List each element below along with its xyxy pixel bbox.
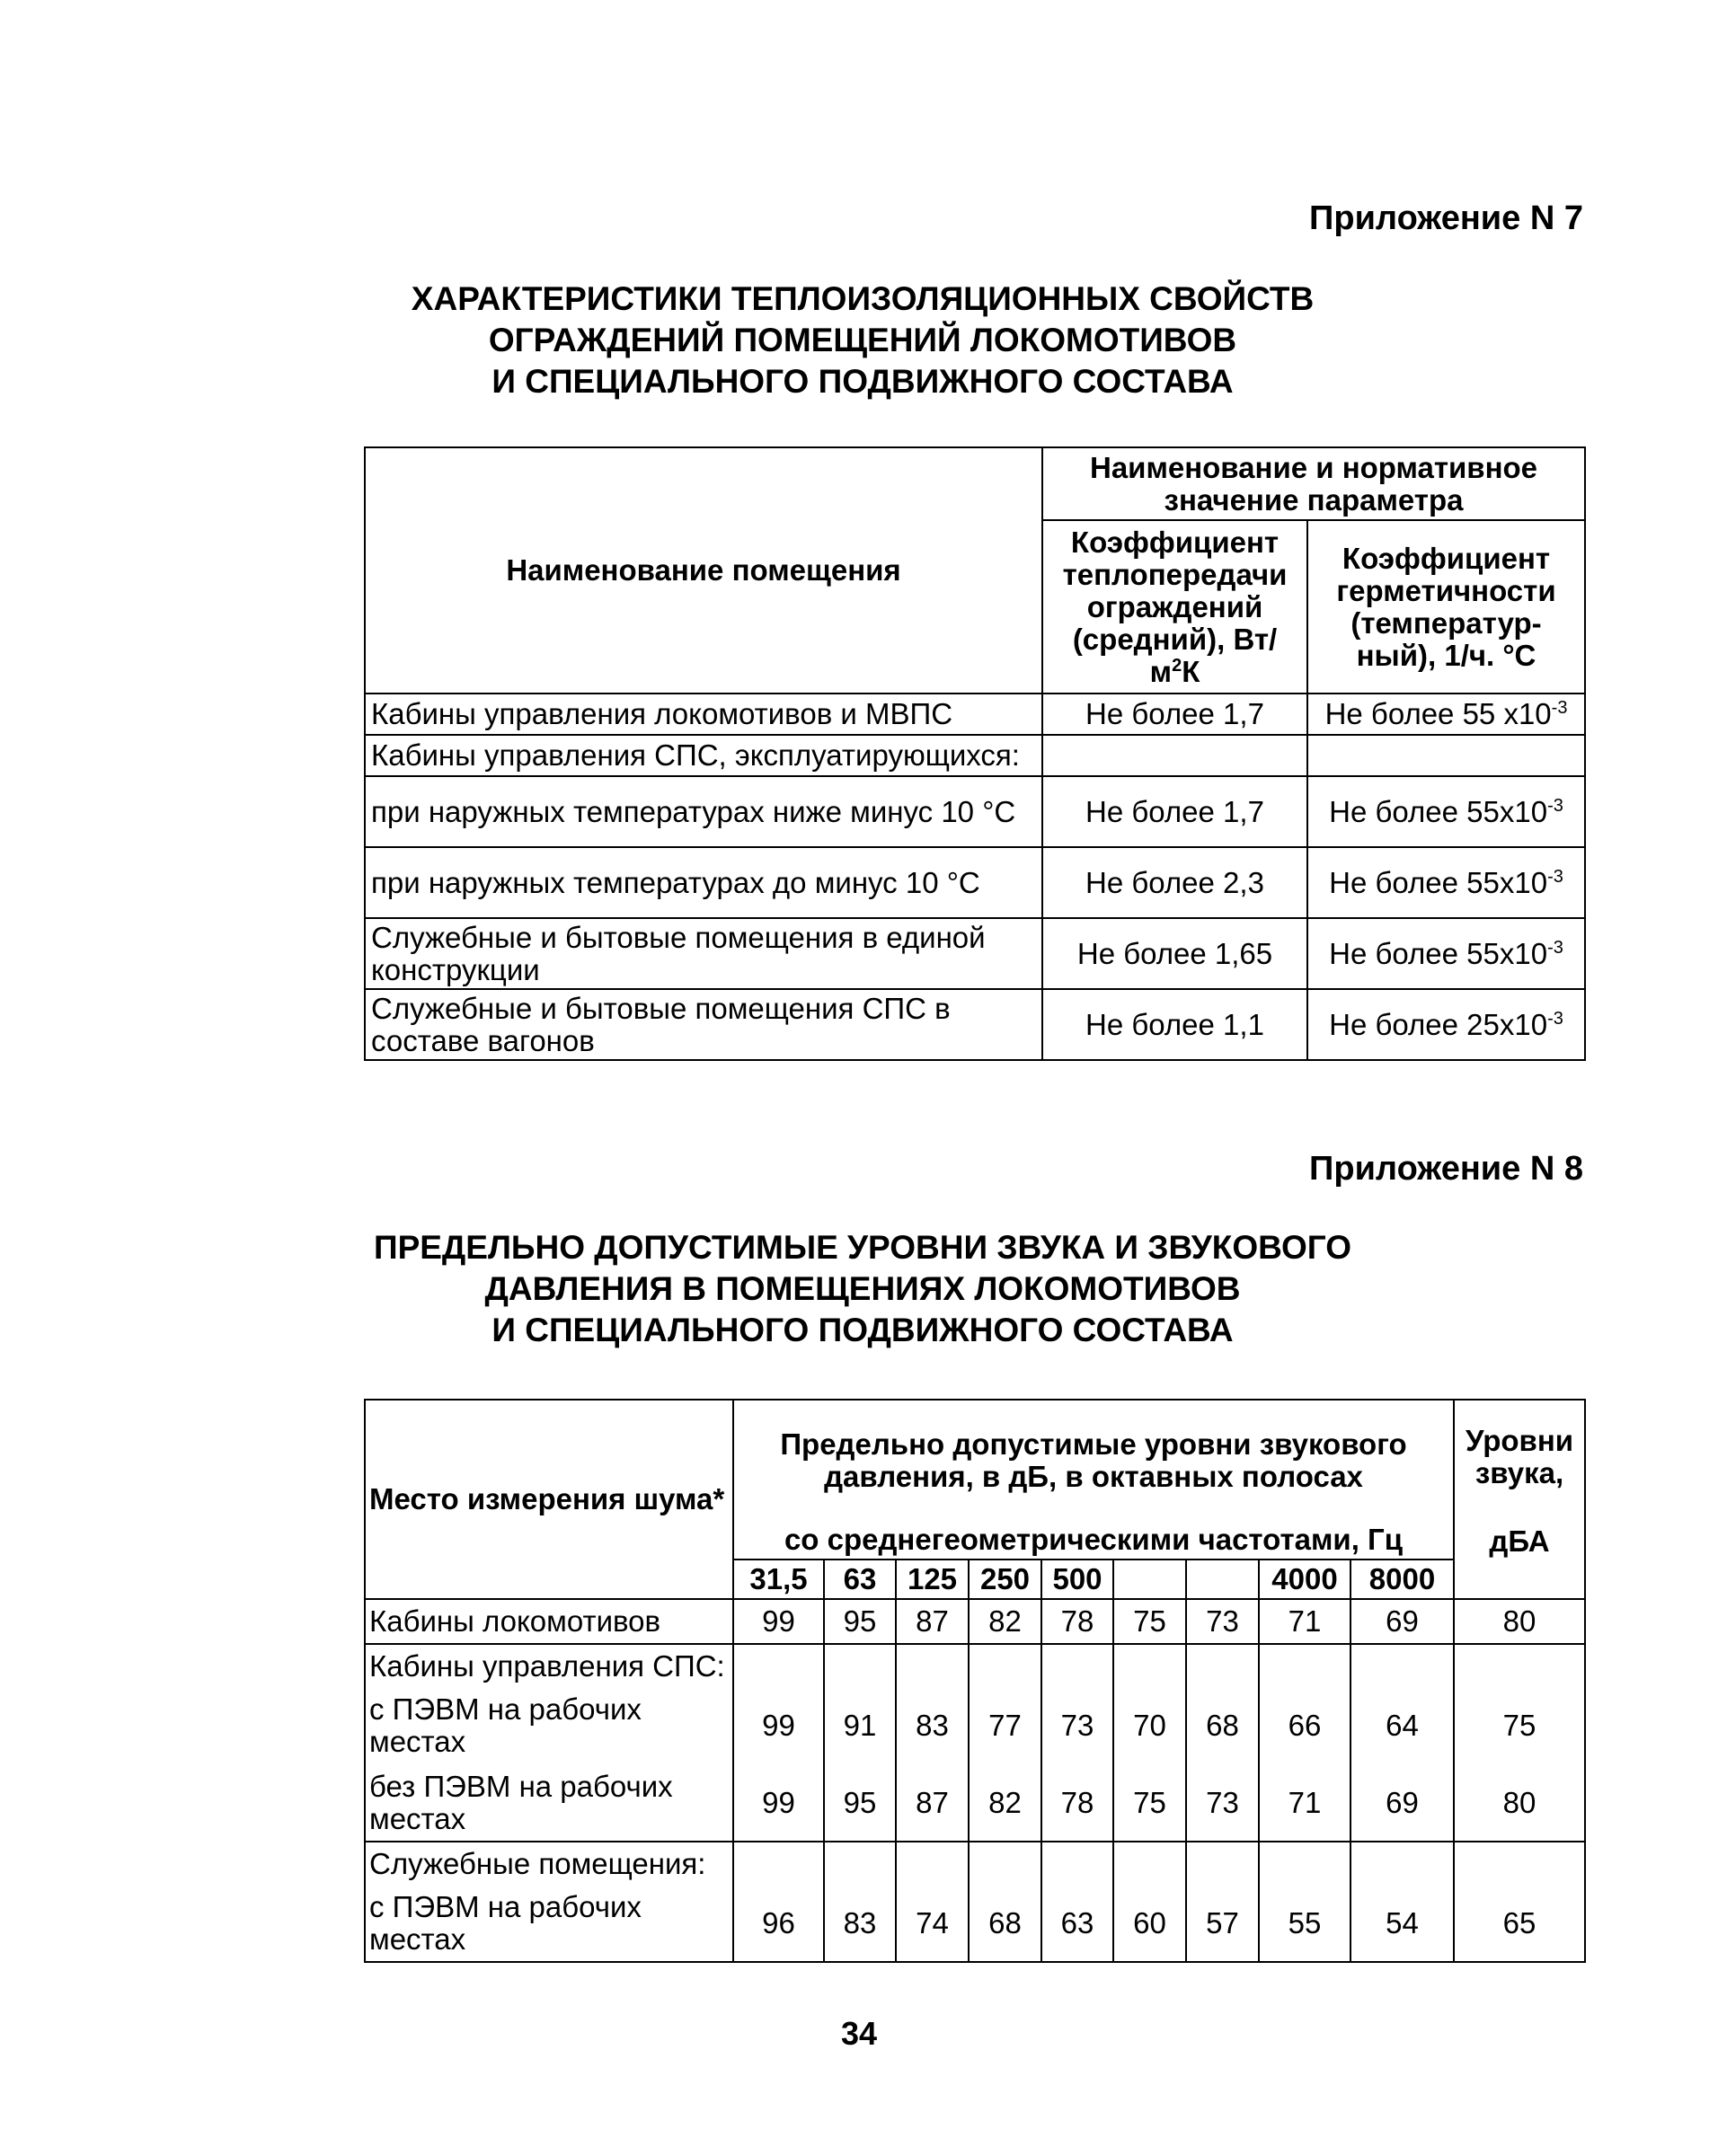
tightness-text: Не более 55 х10: [1324, 697, 1552, 730]
room-name: Служебные и бытовые помещения в единой конструкции: [365, 918, 1042, 989]
dba-value: 80: [1454, 1764, 1585, 1842]
table-row: [365, 1885, 1585, 1962]
empty-cell: [1454, 1842, 1585, 1885]
heat-transfer-label: Коэффициент теплопередачи ограждений (средний), Вт/: [1062, 525, 1288, 656]
table-row: [365, 776, 1585, 847]
empty-cell: [1113, 1644, 1186, 1687]
level-value: 66: [1259, 1687, 1350, 1764]
empty-cell: [896, 1842, 969, 1885]
tightness-exponent: -3: [1547, 1008, 1563, 1029]
level-value: 87: [896, 1599, 969, 1644]
level-value: 99: [733, 1764, 824, 1842]
empty-cell: [1186, 1644, 1259, 1687]
empty-cell: [1186, 1842, 1259, 1885]
appendix-8-label: Приложение N 8: [1309, 1150, 1583, 1188]
column-header-dba: дБА: [1454, 1520, 1585, 1599]
level-value: 74: [896, 1885, 969, 1962]
column-header-heat-transfer: [1042, 520, 1307, 694]
level-value: 64: [1350, 1687, 1454, 1764]
tightness-value: [1307, 989, 1585, 1060]
heat-transfer-value: Не более 1,7: [1042, 694, 1307, 735]
level-value: 95: [824, 1764, 896, 1842]
level-value: 77: [969, 1687, 1041, 1764]
level-value: 75: [1113, 1764, 1186, 1842]
title-line: ДАВЛЕНИЯ В ПОМЕЩЕНИЯХ ЛОКОМОТИВОВ: [484, 1270, 1241, 1307]
title-line: И СПЕЦИАЛЬНОГО ПОДВИЖНОГО СОСТАВА: [491, 363, 1234, 400]
empty-cell: [824, 1842, 896, 1885]
place-name: без ПЭВМ на рабочих местах: [365, 1764, 733, 1842]
column-header-room: Наименование помещения: [365, 447, 1042, 694]
tightness-text: Не более 55х10: [1329, 794, 1548, 828]
title-line: ПРЕДЕЛЬНО ДОПУСТИМЫЕ УРОВНИ ЗВУКА И ЗВУКОВОГО: [373, 1229, 1352, 1266]
table-row: [365, 1644, 1585, 1687]
empty-cell: [733, 1644, 824, 1687]
tightness-value: [1307, 735, 1585, 776]
empty-cell: [733, 1842, 824, 1885]
heat-transfer-value: [1042, 735, 1307, 776]
room-name: Служебные и бытовые помещения СПС в составе вагонов: [365, 989, 1042, 1060]
heat-transfer-unit-exponent: 2: [1172, 655, 1182, 676]
heat-transfer-unit: м: [1149, 654, 1173, 688]
level-value: 73: [1186, 1599, 1259, 1644]
table-row: [365, 918, 1585, 989]
title-line: ХАРАКТЕРИСТИКИ ТЕПЛОИЗОЛЯЦИОННЫХ СВОЙСТВ: [411, 280, 1315, 317]
level-value: 57: [1186, 1885, 1259, 1962]
level-value: 63: [1041, 1885, 1113, 1962]
level-value: 99: [733, 1599, 824, 1644]
room-name: Кабины управления локомотивов и МВПС: [365, 694, 1042, 735]
thermal-insulation-table: [364, 446, 1586, 1061]
group-subheader-frequencies: со среднегеометрическими частотами, Гц: [733, 1520, 1454, 1560]
page-number: 34: [840, 2015, 878, 2052]
empty-cell: [1350, 1644, 1454, 1687]
column-header-tightness: Коэффициент герметичности (температур-ный), 1/ч. °С: [1307, 520, 1585, 694]
tightness-exponent: -3: [1551, 698, 1568, 718]
tightness-text: Не более 55х10: [1329, 936, 1548, 970]
level-value: 78: [1041, 1599, 1113, 1644]
column-header-place: Место измерения шума*: [365, 1400, 733, 1599]
empty-cell: [1454, 1644, 1585, 1687]
tightness-value: [1307, 694, 1585, 735]
appendix-8-title: [297, 1227, 1429, 1351]
column-header-sound-level: Уровни звука,: [1454, 1400, 1585, 1520]
level-value: 82: [969, 1764, 1041, 1842]
frequency-header: 31,5: [733, 1560, 824, 1599]
room-name: Кабины управления СПС, эксплуатирующихся:: [365, 735, 1042, 776]
level-value: 99: [733, 1687, 824, 1764]
level-value: 73: [1041, 1687, 1113, 1764]
table-row: [365, 1764, 1585, 1842]
frequency-header: [1186, 1560, 1259, 1599]
table-row: [365, 989, 1585, 1060]
level-value: 60: [1113, 1885, 1186, 1962]
empty-cell: [1259, 1842, 1350, 1885]
group-header-parameter: Наименование и нормативное значение параметра: [1042, 447, 1585, 520]
empty-cell: [969, 1644, 1041, 1687]
place-name: с ПЭВМ на рабочих местах: [365, 1687, 733, 1764]
place-name: Кабины локомотивов: [365, 1599, 733, 1644]
empty-cell: [824, 1644, 896, 1687]
empty-cell: [1259, 1644, 1350, 1687]
room-name: при наружных температурах ниже минус 10 °С: [365, 776, 1042, 847]
dba-value: 65: [1454, 1885, 1585, 1962]
frequency-header: 63: [824, 1560, 896, 1599]
level-value: 95: [824, 1599, 896, 1644]
tightness-exponent: -3: [1547, 866, 1563, 887]
level-value: 83: [824, 1885, 896, 1962]
level-value: 91: [824, 1687, 896, 1764]
tightness-value: [1307, 918, 1585, 989]
table-row: [365, 694, 1585, 735]
noise-levels-table: [364, 1399, 1586, 1963]
level-value: 83: [896, 1687, 969, 1764]
heat-transfer-unit-tail: К: [1182, 654, 1200, 688]
level-value: 54: [1350, 1885, 1454, 1962]
empty-cell: [1041, 1842, 1113, 1885]
empty-cell: [969, 1842, 1041, 1885]
empty-cell: [1041, 1644, 1113, 1687]
tightness-exponent: -3: [1547, 795, 1563, 816]
level-value: 69: [1350, 1764, 1454, 1842]
frequency-header: 250: [969, 1560, 1041, 1599]
appendix-7-label: Приложение N 7: [1309, 199, 1583, 237]
table-row: [365, 847, 1585, 918]
level-value: 70: [1113, 1687, 1186, 1764]
tightness-exponent: -3: [1547, 937, 1563, 958]
level-value: 68: [1186, 1687, 1259, 1764]
appendix-7-title: [297, 278, 1429, 402]
level-value: 73: [1186, 1764, 1259, 1842]
room-name: при наружных температурах до минус 10 °С: [365, 847, 1042, 918]
table-row: [365, 1842, 1585, 1885]
frequency-header: [1113, 1560, 1186, 1599]
heat-transfer-value: Не более 1,65: [1042, 918, 1307, 989]
heat-transfer-value: Не более 1,7: [1042, 776, 1307, 847]
level-value: 87: [896, 1764, 969, 1842]
table-row: [365, 735, 1585, 776]
empty-cell: [896, 1644, 969, 1687]
empty-cell: [1350, 1842, 1454, 1885]
tightness-value: [1307, 847, 1585, 918]
frequency-header: 8000: [1350, 1560, 1454, 1599]
title-line: ОГРАЖДЕНИЙ ПОМЕЩЕНИЙ ЛОКОМОТИВОВ: [488, 322, 1237, 358]
frequency-header: 125: [896, 1560, 969, 1599]
level-value: 78: [1041, 1764, 1113, 1842]
tightness-value: [1307, 776, 1585, 847]
place-name: Служебные помещения:: [365, 1842, 733, 1885]
tightness-text: Не более 25х10: [1329, 1007, 1548, 1041]
level-value: 69: [1350, 1599, 1454, 1644]
frequency-header: 500: [1041, 1560, 1113, 1599]
place-name: Кабины управления СПС:: [365, 1644, 733, 1687]
empty-cell: [1113, 1842, 1186, 1885]
dba-value: 75: [1454, 1687, 1585, 1764]
title-line: И СПЕЦИАЛЬНОГО ПОДВИЖНОГО СОСТАВА: [491, 1312, 1234, 1348]
table-row: [365, 1599, 1585, 1644]
level-value: 71: [1259, 1764, 1350, 1842]
level-value: 75: [1113, 1599, 1186, 1644]
heat-transfer-value: Не более 1,1: [1042, 989, 1307, 1060]
level-value: 96: [733, 1885, 824, 1962]
heat-transfer-value: Не более 2,3: [1042, 847, 1307, 918]
frequency-header: 4000: [1259, 1560, 1350, 1599]
level-value: 71: [1259, 1599, 1350, 1644]
level-value: 68: [969, 1885, 1041, 1962]
level-value: 55: [1259, 1885, 1350, 1962]
place-name: с ПЭВМ на рабочих местах: [365, 1885, 733, 1962]
level-value: 82: [969, 1599, 1041, 1644]
dba-value: 80: [1454, 1599, 1585, 1644]
table-row: [365, 1687, 1585, 1764]
tightness-text: Не более 55х10: [1329, 865, 1548, 899]
group-header-pressure: Предельно допустимые уровни звукового давления, в дБ, в октавных полосах: [733, 1400, 1454, 1520]
